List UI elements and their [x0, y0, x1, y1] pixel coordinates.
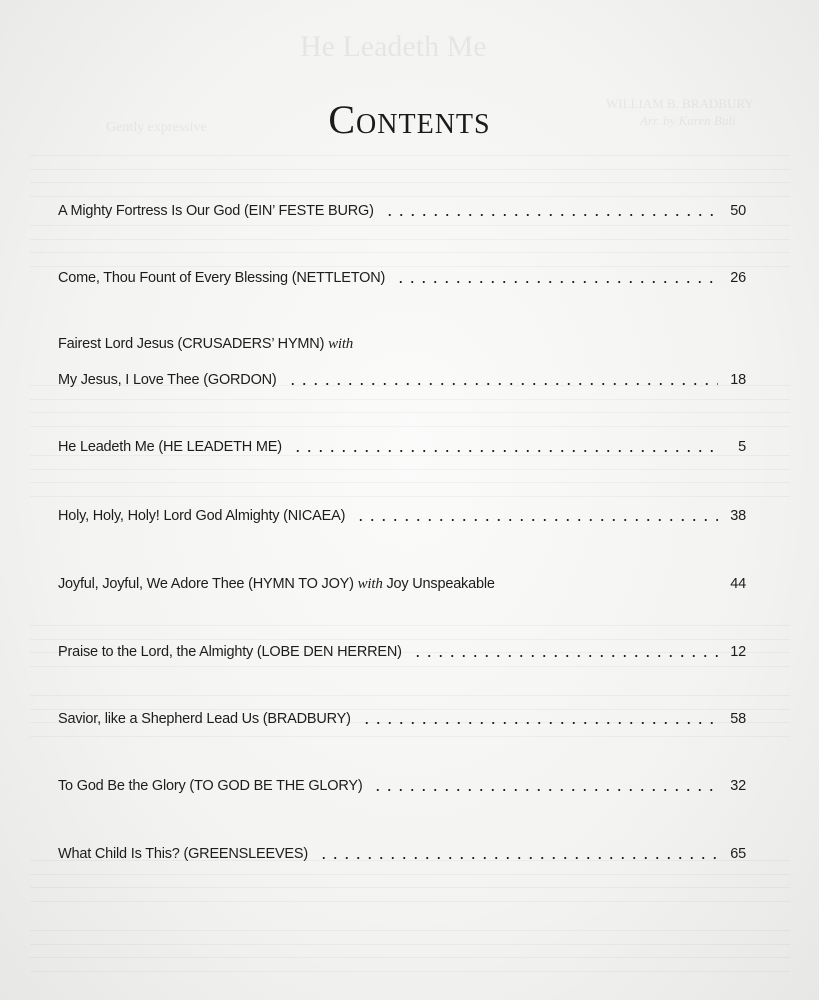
show-through-arranger: Arr. by Karen Buli: [640, 113, 736, 128]
dot-leader: [318, 856, 718, 860]
dot-leader: [384, 213, 718, 217]
toc-entry: [58, 709, 746, 729]
entry-title-part: Fairest Lord Jesus (CRUSADERS’ HYMN): [58, 336, 325, 352]
entry-page-number: 18: [730, 372, 746, 388]
dot-leader: [292, 449, 718, 453]
show-through-title: He Leadeth Me: [300, 30, 487, 63]
entry-page-number: 5: [738, 439, 746, 455]
entry-title-part: Joy Unspeakable: [386, 576, 495, 592]
dot-leader: [395, 280, 718, 284]
with-connector: with: [357, 576, 383, 592]
entry-title: To God Be the Glory (TO GOD BE THE GLORY): [58, 778, 363, 794]
toc-entry: [58, 844, 746, 864]
entry-page-number: 26: [730, 270, 746, 286]
entry-title: [58, 574, 495, 594]
show-through-composer: WILLIAM B. BRADBURY: [606, 96, 754, 111]
ghost-staff: [30, 860, 790, 902]
with-connector: with: [328, 336, 354, 352]
ghost-staff: [30, 385, 790, 427]
dot-leader: [412, 654, 718, 658]
toc-entry: [58, 642, 746, 662]
toc-entry: [58, 574, 746, 594]
entry-title: Come, Thou Fount of Every Blessing (NETTLETON): [58, 270, 386, 286]
entry-title: [58, 334, 353, 354]
ghost-staff: [30, 225, 790, 267]
dot-leader: [505, 586, 718, 590]
entry-title: Holy, Holy, Holy! Lord God Almighty (NICAEA): [58, 508, 346, 524]
entry-page-number: 58: [730, 711, 746, 727]
dot-leader: [287, 382, 718, 386]
dot-leader: [355, 518, 718, 522]
entry-page-number: 44: [730, 576, 746, 592]
toc-entry: [58, 776, 746, 796]
dot-leader: [372, 788, 718, 792]
toc-entry-first-line: [58, 334, 746, 354]
entry-page-number: 38: [730, 508, 746, 524]
toc-entry: [58, 506, 746, 526]
toc-entry: [58, 437, 746, 457]
ghost-staff: [30, 455, 790, 497]
entry-title: He Leadeth Me (HE LEADETH ME): [58, 439, 282, 455]
entry-title: Savior, like a Shepherd Lead Us (BRADBURY): [58, 711, 351, 727]
entry-page-number: 50: [730, 203, 746, 219]
toc-entry: [58, 370, 746, 390]
entry-title: A Mighty Fortress Is Our God (EIN’ FESTE BURG): [58, 203, 374, 219]
page-title: Contents: [328, 97, 491, 142]
entry-page-number: 32: [730, 778, 746, 794]
toc-entry: [58, 201, 746, 221]
toc-entry: [58, 268, 746, 288]
ghost-staff: [30, 930, 790, 972]
show-through-tempo: Gently expressive: [106, 120, 207, 135]
entry-page-number: 65: [730, 846, 746, 862]
entry-title-second-line: My Jesus, I Love Thee (GORDON): [58, 372, 277, 388]
entry-page-number: 12: [730, 644, 746, 660]
ghost-staff: [30, 155, 790, 197]
entry-title-part: Joyful, Joyful, We Adore Thee (HYMN TO JOY): [58, 576, 354, 592]
entry-title: What Child Is This? (GREENSLEEVES): [58, 846, 308, 862]
entry-title: Praise to the Lord, the Almighty (LOBE DEN HERREN): [58, 644, 402, 660]
dot-leader: [361, 721, 718, 725]
